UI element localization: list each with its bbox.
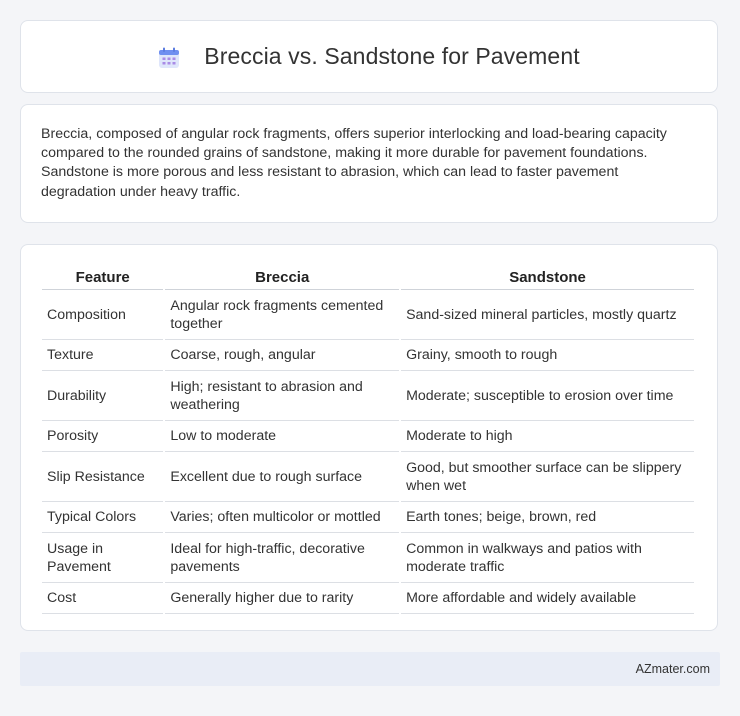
comparison-table [40, 265, 696, 614]
header-feature: Feature [42, 265, 163, 290]
table-row [42, 290, 694, 340]
breccia-cell: Excellent due to rough surface [165, 452, 399, 502]
comparison-card [20, 244, 718, 631]
table-row [42, 502, 694, 533]
table-row [42, 583, 694, 614]
footer-brand: AZmater.com [635, 662, 710, 676]
table-row [42, 371, 694, 421]
breccia-cell: High; resistant to abrasion and weathering [165, 371, 399, 421]
table-header-row [42, 265, 694, 290]
calendar-icon [158, 47, 180, 69]
sandstone-cell: Moderate; susceptible to erosion over time [401, 371, 694, 421]
feature-cell: Typical Colors [42, 502, 163, 533]
footer-bar [20, 652, 720, 686]
breccia-cell: Ideal for high-traffic, decorative pavements [165, 533, 399, 583]
header-breccia: Breccia [165, 265, 399, 290]
intro-card [20, 104, 718, 223]
table-row [42, 340, 694, 371]
sandstone-cell: More affordable and widely available [401, 583, 694, 614]
feature-cell: Composition [42, 290, 163, 340]
breccia-cell: Varies; often multicolor or mottled [165, 502, 399, 533]
breccia-cell: Low to moderate [165, 421, 399, 452]
breccia-cell: Coarse, rough, angular [165, 340, 399, 371]
sandstone-cell: Moderate to high [401, 421, 694, 452]
sandstone-cell: Sand-sized mineral particles, mostly quartz [401, 290, 694, 340]
table-row [42, 421, 694, 452]
feature-cell: Usage in Pavement [42, 533, 163, 583]
sandstone-cell: Common in walkways and patios with moderate traffic [401, 533, 694, 583]
sandstone-cell: Good, but smoother surface can be slippery when wet [401, 452, 694, 502]
feature-cell: Durability [42, 371, 163, 421]
table-row [42, 452, 694, 502]
feature-cell: Slip Resistance [42, 452, 163, 502]
feature-cell: Texture [42, 340, 163, 371]
table-row [42, 533, 694, 583]
breccia-cell: Generally higher due to rarity [165, 583, 399, 614]
page-title: Breccia vs. Sandstone for Pavement [204, 43, 580, 69]
feature-cell: Porosity [42, 421, 163, 452]
title-card [20, 20, 718, 93]
breccia-cell: Angular rock fragments cemented together [165, 290, 399, 340]
sandstone-cell: Grainy, smooth to rough [401, 340, 694, 371]
header-sandstone: Sandstone [401, 265, 694, 290]
intro-paragraph: Breccia, composed of angular rock fragments, offers superior interlocking and load-bearing capacity compared to the rounded grains of sandstone, making it more durable for pavement foundations. Sandstone is more porous and less resistant to abrasion, which can lead to faster pavement degradation under heavy traffic. [41, 126, 667, 200]
feature-cell: Cost [42, 583, 163, 614]
sandstone-cell: Earth tones; beige, brown, red [401, 502, 694, 533]
